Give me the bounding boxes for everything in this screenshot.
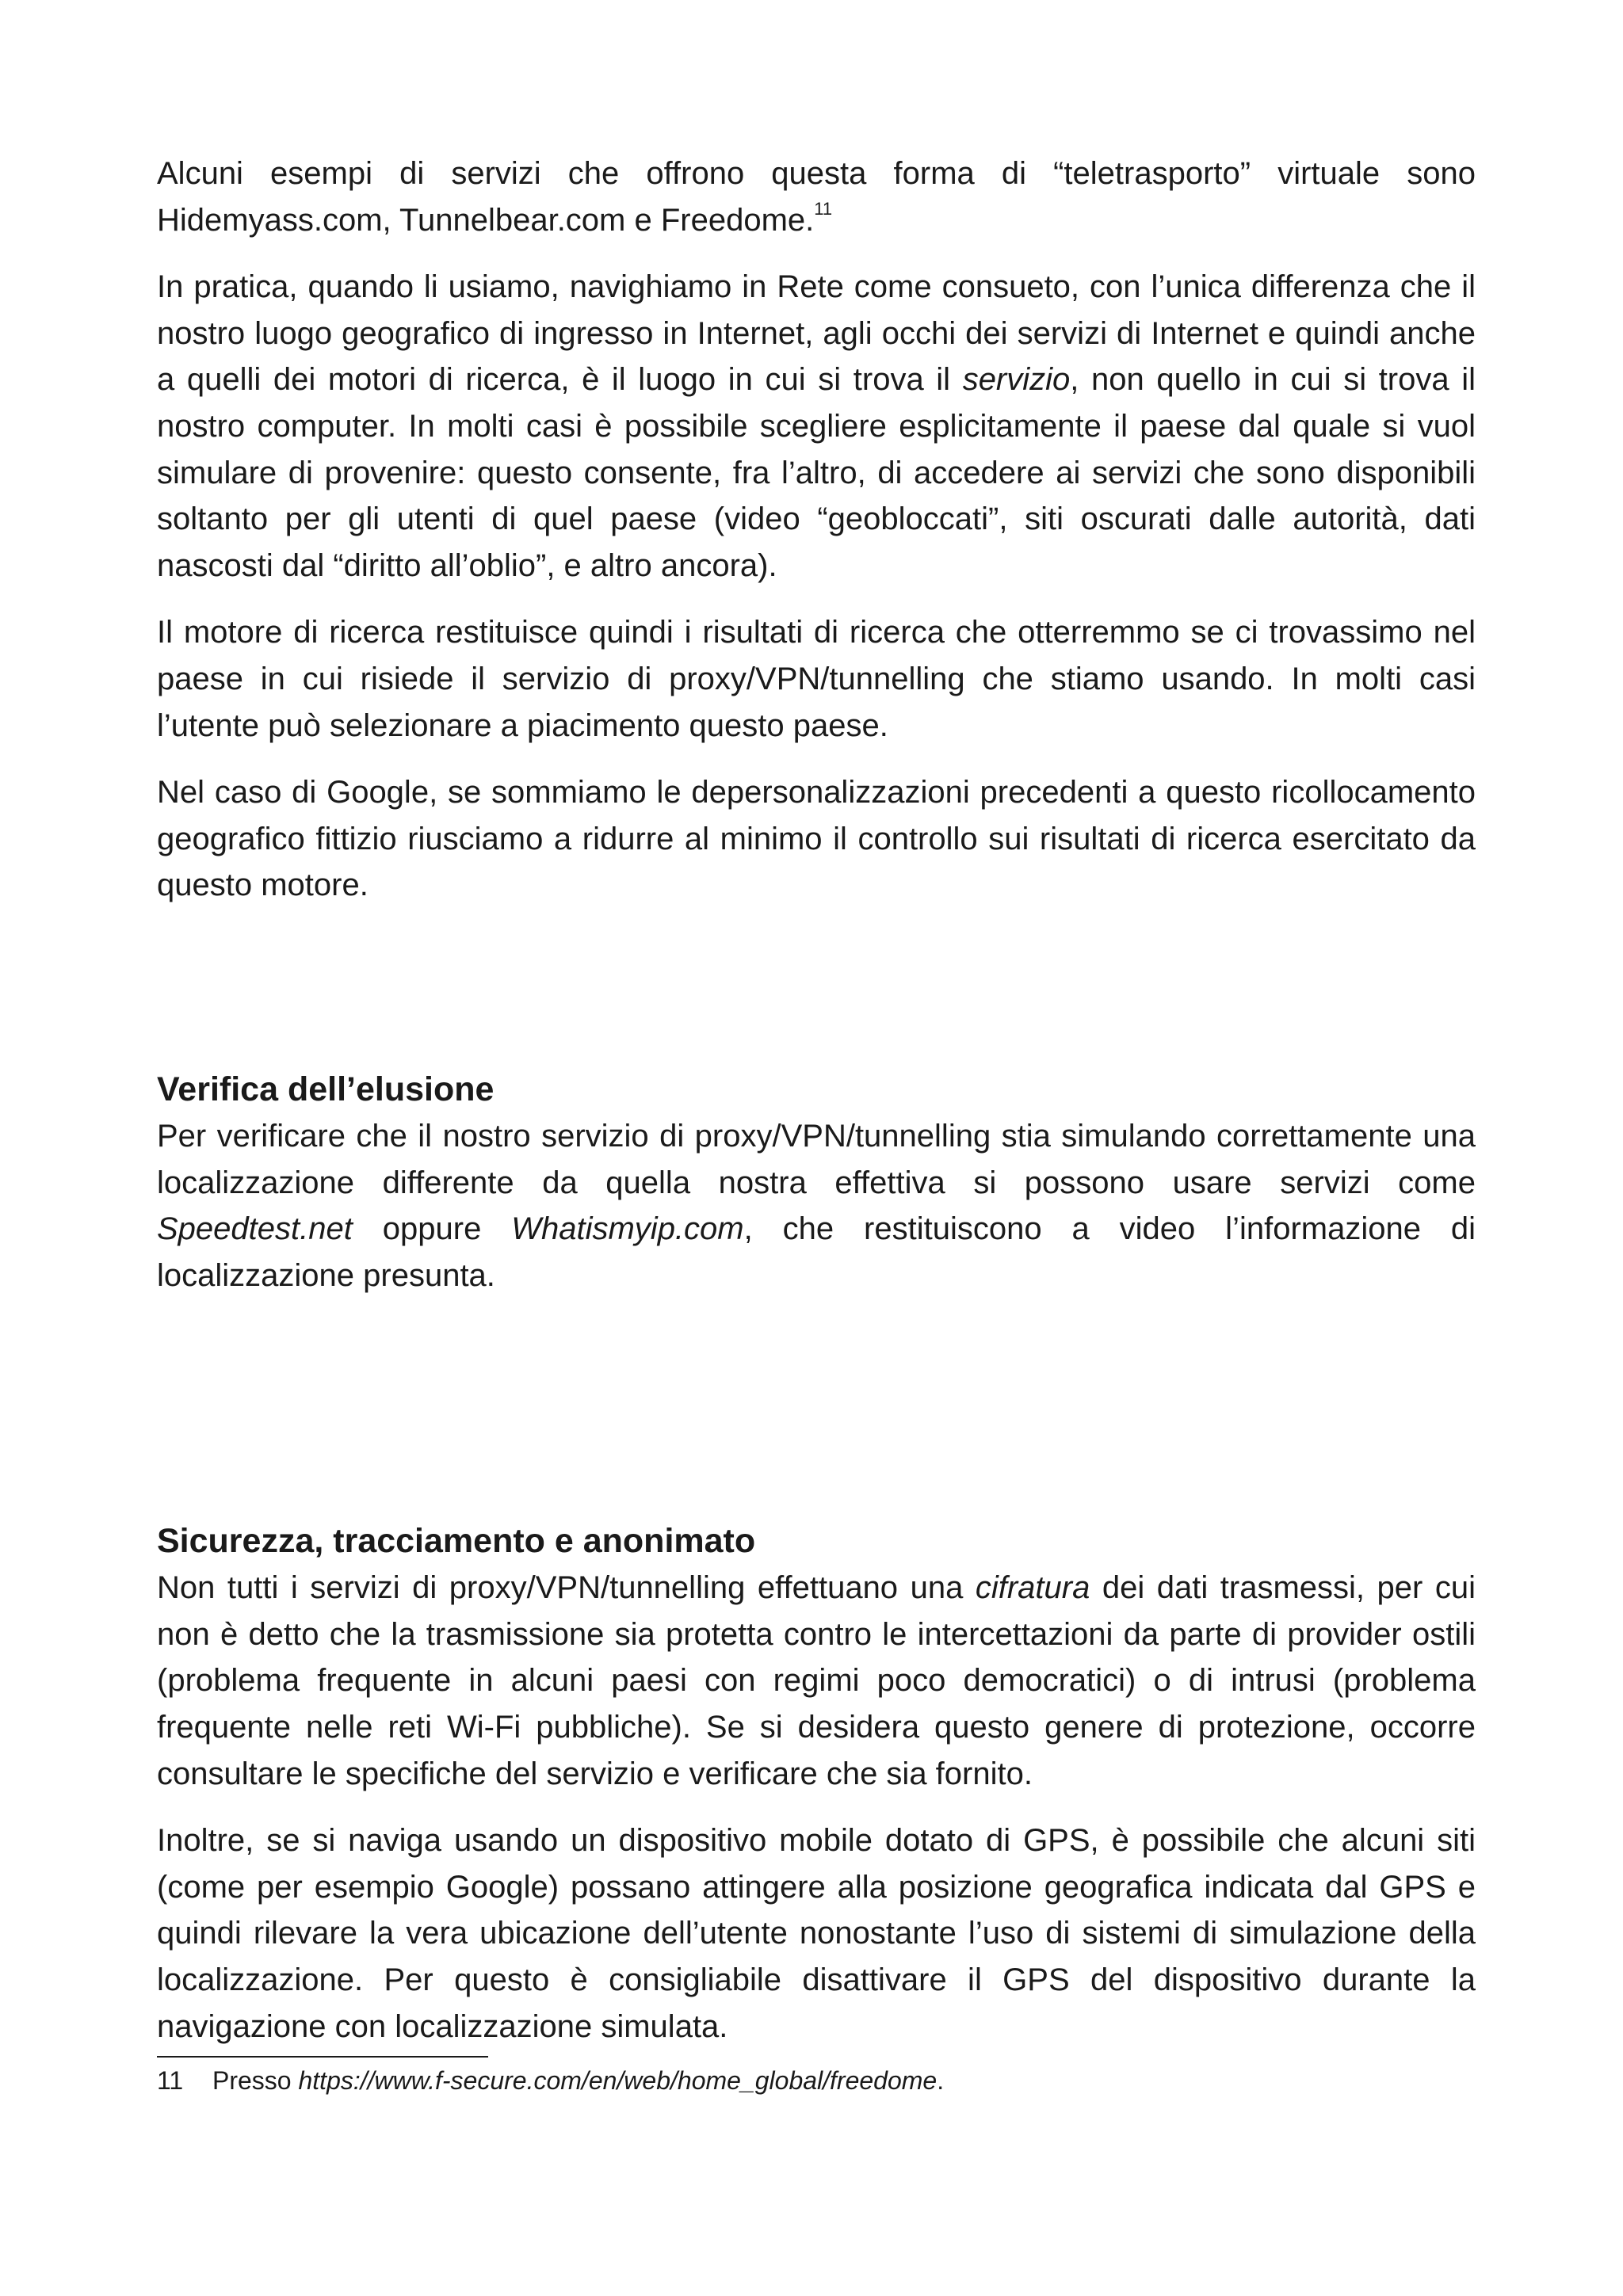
paragraph-text: Alcuni esempi di servizi che offrono questa forma di “teletrasporto” virtuale sono Hidemyass.com, Tunnelbear.com e Freedome. [157, 156, 1476, 238]
paragraph-text: Per verificare che il nostro servizio di proxy/VPN/tunnelling stia simulando correttamente una localizzazione differente da quella nostra effettiva si possono usare servizi come [157, 1118, 1476, 1200]
paragraph-text: dei dati trasmessi, per cui non è detto che la trasmissione sia protetta contro le intercettazioni da parte di provider ostili (problema frequente in alcuni paesi con regimi poco democratici) o di intrusi (problema frequente nelle reti Wi-Fi pubbliche). Se si desidera questo genere di protezione, occorre consultare le specifiche del servizio e verificare che sia fornito. [157, 1570, 1476, 1791]
paragraph-text: oppure [352, 1211, 512, 1247]
footnote-number: 11 [157, 2066, 184, 2096]
paragraph-text: In pratica, quando li usiamo, navighiamo in Rete come consueto, con l’unica differenza che il nostro luogo geografico di ingresso in Internet, agli occhi dei servizi di Internet e quindi anche a quelli dei motori di ricerca, è il luogo in cui si trova il [157, 269, 1476, 398]
paragraph-gps: Inoltre, se si naviga usando un dispositivo mobile dotato di GPS, è possibile che alcuni siti (come per esempio Google) possano attingere alla posizione geografica indicata dal GPS e quindi rilevare la vera ubicazione dell’utente nonostante l’uso di sistemi di simulazione della localizzazione. Per questo è consigliabile disattivare il GPS del dispositivo durante la navigazione con localizzazione simulata. [157, 1823, 1476, 2044]
footnote-label: Presso [212, 2066, 299, 2096]
paragraph-google: Nel caso di Google, se sommiamo le depersonalizzazioni precedenti a questo ricollocamento geografico fittizio riusciamo a ridurre al minimo il controllo sui risultati di ricerca esercitato da questo motore. [157, 775, 1476, 903]
document-page [157, 151, 1476, 2100]
paragraph-teletrasporto-examples [157, 151, 1476, 243]
paragraph-cifratura [157, 1565, 1476, 1797]
paragraph-text: , non quello in cui si trova il nostro computer. In molti casi è possibile scegliere esplicitamente il paese dal quale si vuol simulare di provenire: questo consente, fra l’altro, di accedere ai servizi che sono disponibili soltanto per gli utenti di quel paese (video “geobloccati”, siti oscurati dalle autorità, dati nascosti dal “diritto all’oblio”, e altro ancora). [157, 362, 1476, 583]
section-spacer [157, 1299, 1476, 1517]
section-heading-sicurezza: Sicurezza, tracciamento e anonimato [157, 1522, 756, 1561]
section-spacer [157, 909, 1476, 1066]
paragraph-motore-di-ricerca: Il motore di ricerca restituisce quindi i risultati di ricerca che otterremmo se ci trovassimo nel paese in cui risiede il servizio di proxy/VPN/tunnelling che stiamo usando. In molti casi l’utente può selezionare a piacimento questo paese. [157, 615, 1476, 743]
italic-term: cifratura [975, 1570, 1090, 1606]
paragraph-text: , che restituiscono a video l’informazione di localizzazione presunta. [157, 1211, 1476, 1293]
paragraph-in-pratica [157, 264, 1476, 589]
footnote-reference: 11 [814, 198, 833, 219]
footnote-url: https://www.f-secure.com/en/web/home_global/freedome [298, 2066, 938, 2096]
paragraph-text: Non tutti i servizi di proxy/VPN/tunnelling effettuano una [157, 1570, 976, 1606]
footnote-divider [157, 2056, 488, 2058]
italic-term: Speedtest.net [157, 1211, 353, 1247]
footnote [157, 2061, 1476, 2100]
paragraph-verifica [157, 1113, 1476, 1299]
italic-term: servizio [962, 362, 1071, 398]
footnote-end: . [937, 2066, 945, 2096]
section-heading-verifica: Verifica dell’elusione [157, 1070, 495, 1108]
italic-term: Whatismyip.com [511, 1211, 744, 1247]
